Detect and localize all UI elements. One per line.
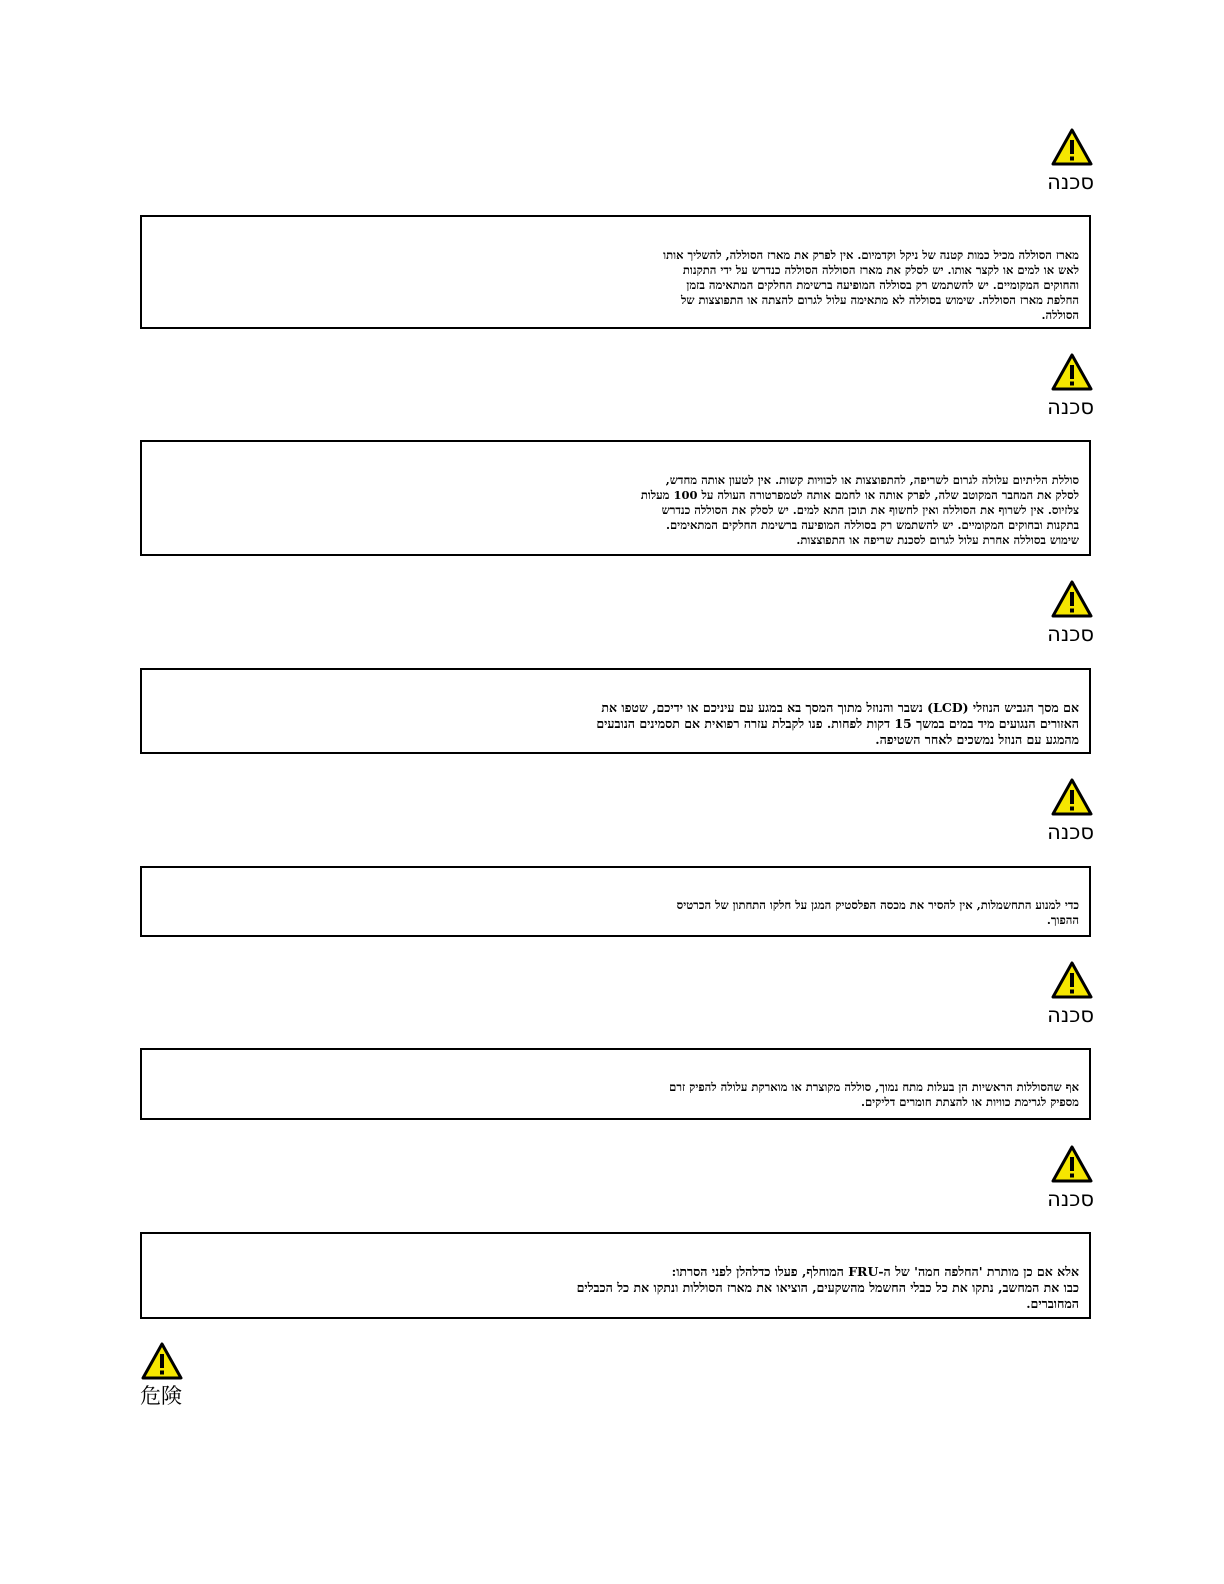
warning-triangle-icon (1050, 127, 1094, 167)
warning-label: 危険 (140, 1384, 182, 1408)
warning-label: סכנה (1047, 1003, 1094, 1027)
warning-box-3 (140, 668, 1091, 754)
warning-text: אלא אם כן מותרת 'החלפה חמה' של ה-FRU המוחלף, פעלו כדלהלן לפני הסרתו: כבו את המחשב, נתקו את כל כבלי החשמל מהשקעים, הוציאו את מארז הסוללות ונתקו את כל הכבלים המחוברים. (576, 1264, 1079, 1311)
warning-text: מארז הסוללה מכיל כמות קטנה של ניקל וקדמיום. אין לפרק את מארז הסוללה, להשליך אותו לאש או למים או לקצר אותו. יש לסלק את מארז הסוללה הסוללה כנדרש על ידי התקנות והחוקים המקומיים. יש להשתמש רק בסוללה המופיעה ברשימת החלקים המתאימה בזמן החלפת מארז הסוללה. שימוש בסוללה לא מתאימה עלול לגרום להצתה או התפוצצות של הסוללה. (663, 248, 1079, 322)
warning-label: סכנה (1047, 395, 1094, 419)
warning-header-6 (1034, 1144, 1094, 1212)
warning-box-2 (140, 440, 1091, 556)
warning-header-japanese (140, 1341, 200, 1409)
warning-box-5 (140, 1048, 1091, 1120)
warning-text: אף שהסוללות הראשיות הן בעלות מתח נמוך, סוללה מקוצרת או מוארקת עלולה להפיק זרם מספיק לגרימת כוויות או להצתת חומרים דליקים. (669, 1080, 1079, 1109)
warning-header-1 (1034, 127, 1094, 195)
warning-label: סכנה (1047, 820, 1094, 844)
warning-triangle-icon (1050, 579, 1094, 619)
warning-label: סכנה (1047, 170, 1094, 194)
warning-triangle-icon (1050, 960, 1094, 1000)
warning-triangle-icon (1050, 1144, 1094, 1184)
warning-triangle-icon (1050, 777, 1094, 817)
warning-label: סכנה (1047, 622, 1094, 646)
warning-text: כדי למנוע התחשמלות, אין להסיר את מכסה הפלסטיק המגן על חלקו התחתון של הכרטיס ההפוך. (676, 898, 1079, 927)
warning-label: סכנה (1047, 1187, 1094, 1211)
warning-box-6 (140, 1232, 1091, 1319)
warning-triangle-icon (1050, 352, 1094, 392)
warning-text: סוללת הליתיום עלולה לגרום לשריפה, להתפוצצות או לכוויות קשות. אין לטעון אותה מחדש, לסלק את המחבר המקוטב שלה, לפרק אותה או לחמם אותה לטמפרטורה העולה על 100 מעלות צלזיוס. אין לשרוף את הסוללה ואין לחשוף את תוכן התא למים. יש לסלק את הסוללה כנדרש בתקנות ובחוקים המקומיים. יש להשתמש רק בסוללה המופיעה ברשימת החלקים המתאימים. שימוש בסוללה אחרת עלול לגרום לסכנת שריפה או התפוצצות. (640, 473, 1079, 547)
warning-triangle-icon (140, 1341, 184, 1381)
warning-box-4 (140, 866, 1091, 937)
warning-header-5 (1034, 960, 1094, 1028)
warning-header-4 (1034, 777, 1094, 845)
warning-header-3 (1034, 579, 1094, 647)
warning-text: אם מסך הגביש הנוזלי (LCD) נשבר והנוזל מתוך המסך בא במגע עם עיניכם או ידיכם, שטפו את האזורים הנגועים מיד במים במשך 15 דקות לפחות. פנו לקבלת עזרה רפואית אם תסמינים הנובעים מהמגע עם הנוזל נמשכים לאחר השטיפה. (596, 700, 1079, 747)
warning-box-1 (140, 215, 1091, 329)
warning-header-2 (1034, 352, 1094, 420)
